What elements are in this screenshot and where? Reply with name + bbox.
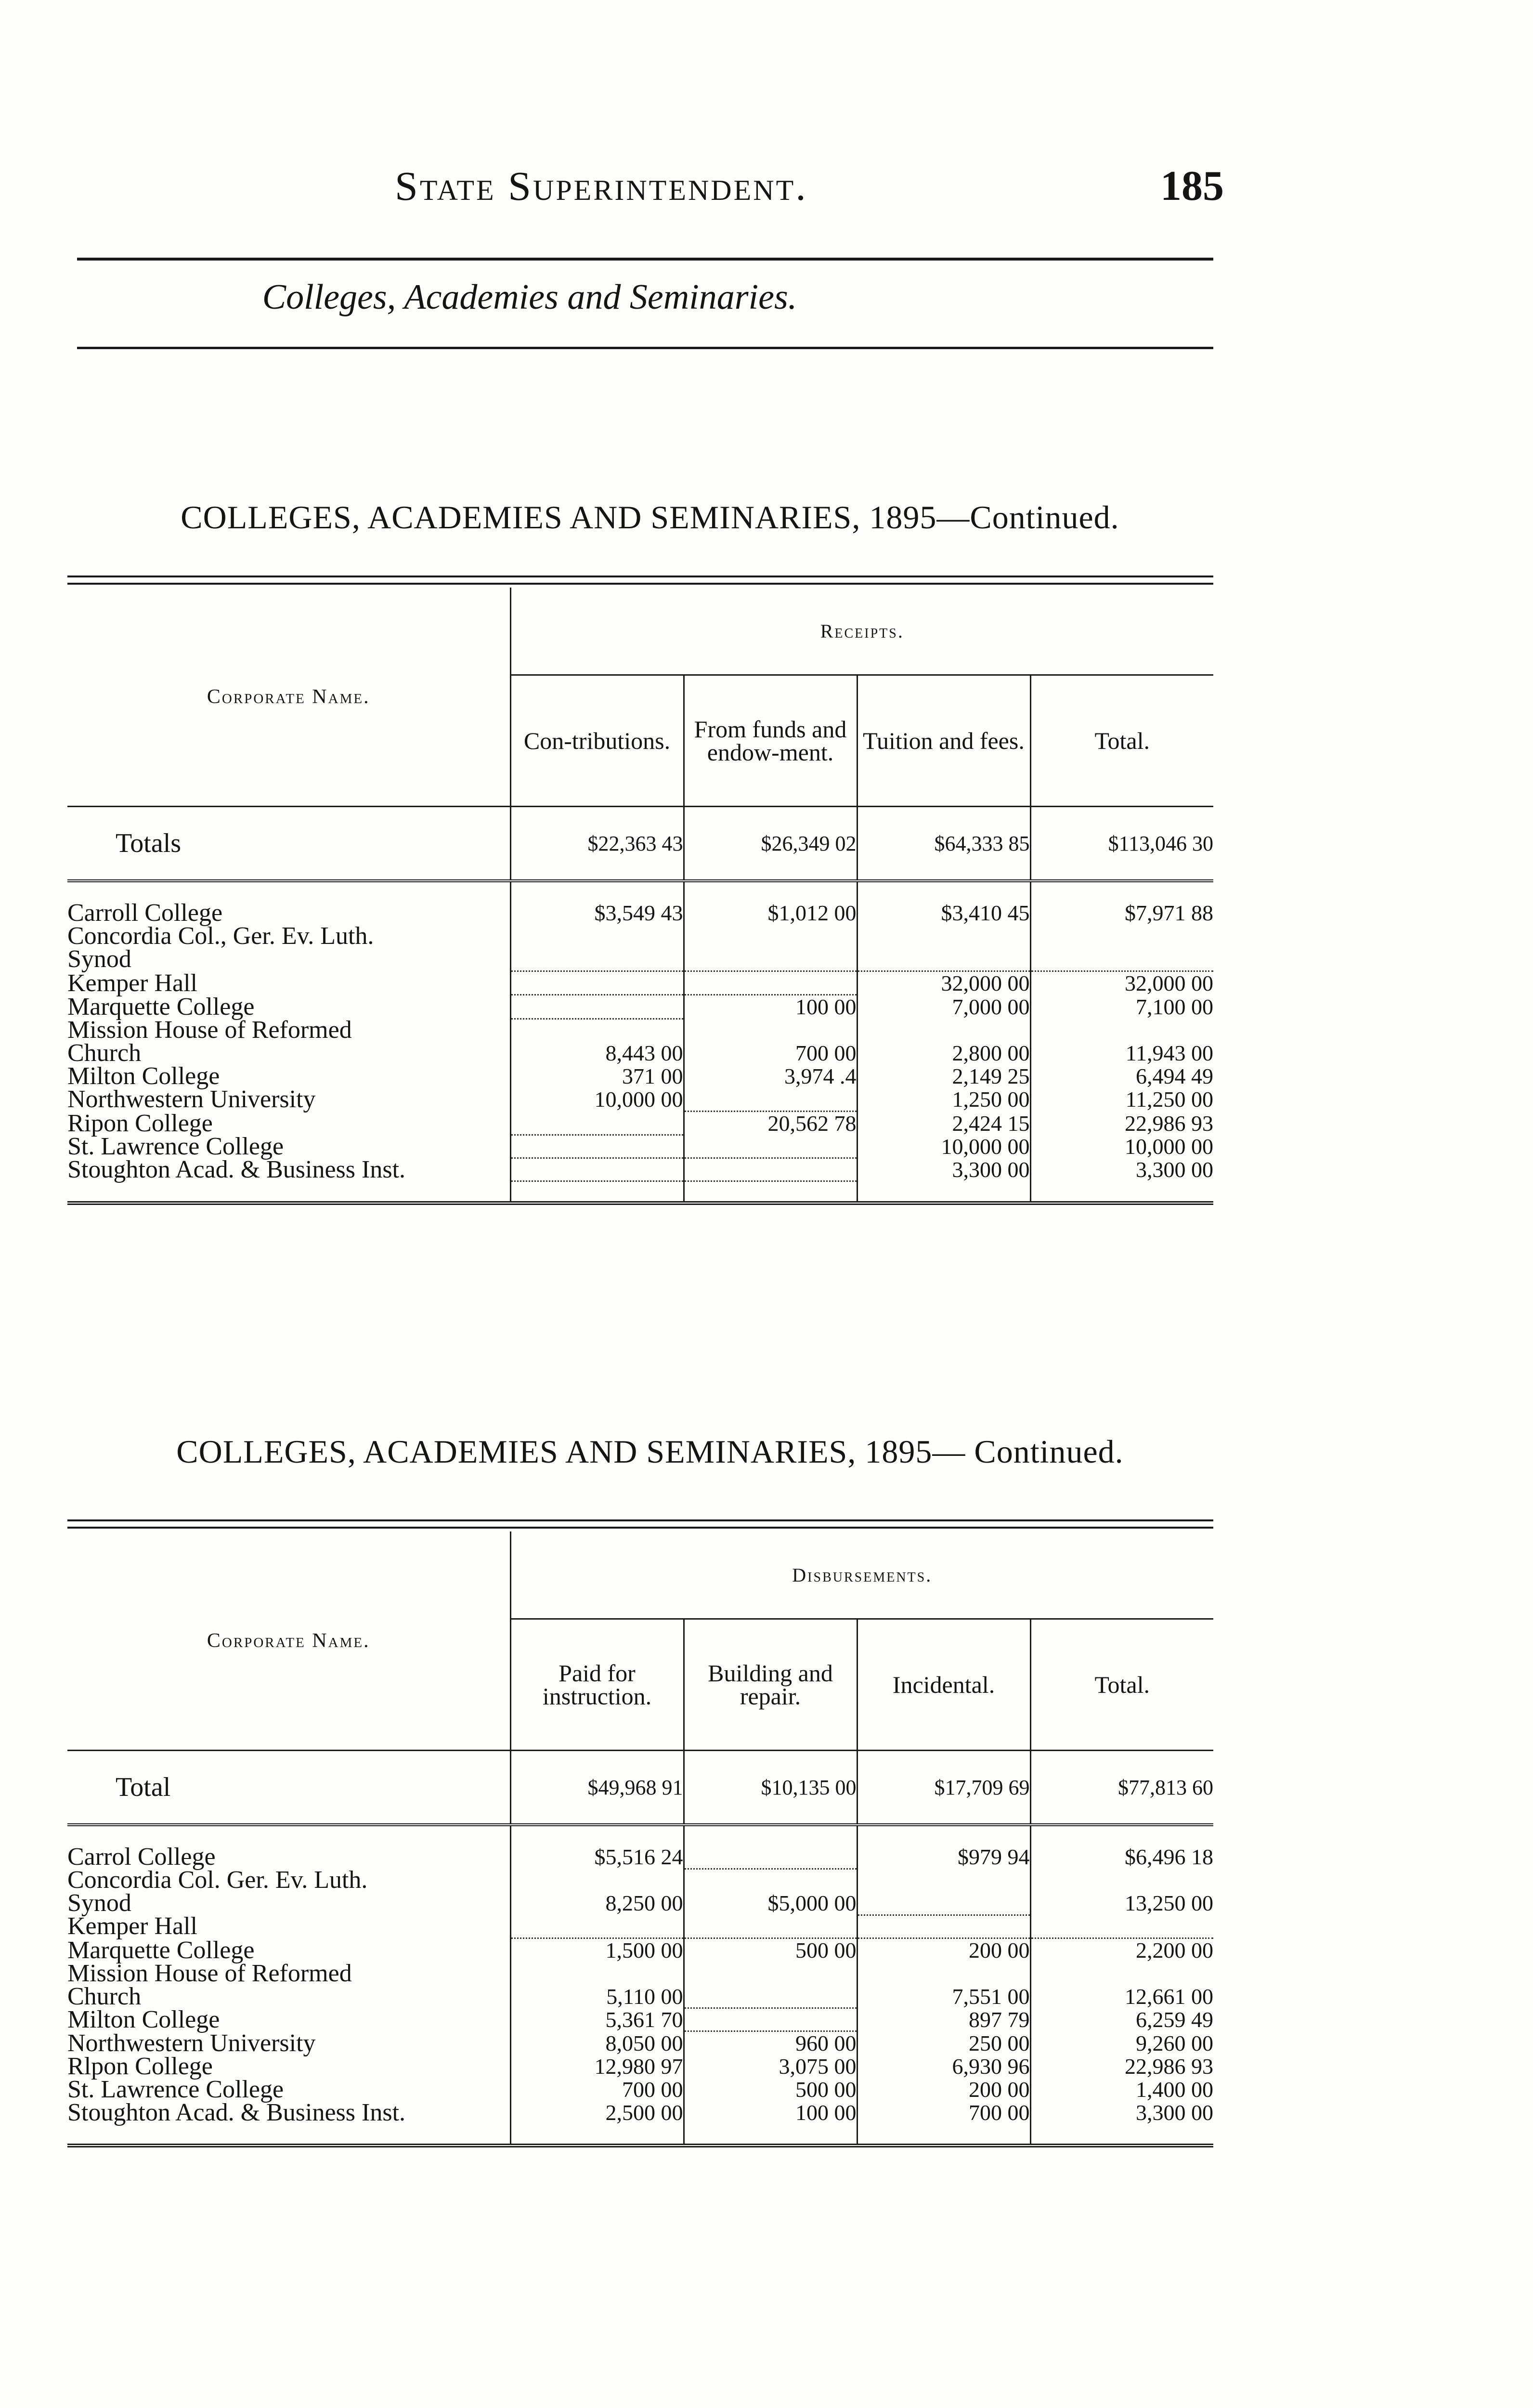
row-name: Marquette College <box>67 1936 255 1964</box>
cell: 700 00 <box>510 2078 684 2101</box>
running-header <box>0 162 1533 215</box>
cell: 10,000 00 <box>857 1135 1030 1158</box>
table-row <box>67 948 1213 971</box>
cell <box>684 948 857 971</box>
table-row <box>67 1019 1213 1042</box>
cell <box>857 1892 1030 1915</box>
cell: 6,259 49 <box>1030 2008 1213 2031</box>
col-funds-endowment: From funds and endow-ment. <box>684 675 857 807</box>
table-row <box>67 1135 1213 1158</box>
cell: 500 00 <box>684 1938 857 1962</box>
table-row <box>67 1111 1213 1135</box>
row-name: Mission House of Reformed <box>67 1016 352 1044</box>
table-row <box>67 1042 1213 1065</box>
totals-label: Total <box>67 1751 510 1825</box>
row-name: Northwestern University <box>67 1086 316 1113</box>
cell: 13,250 00 <box>1030 1892 1213 1915</box>
cell: 8,250 00 <box>510 1892 684 1915</box>
cell: 11,943 00 <box>1030 1042 1213 1065</box>
totals-value: $17,709 69 <box>857 1751 1030 1825</box>
totals-value: $49,968 91 <box>510 1751 684 1825</box>
cell: 5,110 00 <box>510 1985 684 2008</box>
row-name: Northwestern University <box>67 2029 316 2057</box>
cell: 22,986 93 <box>1030 2055 1213 2078</box>
totals-row <box>67 1751 1213 1825</box>
row-name: Rlpon College <box>67 2053 213 2080</box>
totals-label: Totals <box>67 807 510 881</box>
cell <box>510 1915 684 1938</box>
col-building-repair: Building and repair. <box>684 1619 857 1751</box>
cell <box>684 1985 857 2008</box>
cell <box>510 971 684 995</box>
totals-value: $77,813 60 <box>1030 1751 1213 1825</box>
table-row <box>67 1985 1213 2008</box>
cell: 12,980 97 <box>510 2055 684 2078</box>
cell <box>684 971 857 995</box>
subtitle-rule <box>77 347 1213 349</box>
row-name-continued: Church <box>67 1982 142 2010</box>
cell <box>510 995 684 1019</box>
cell <box>510 1111 684 1135</box>
cell: 32,000 00 <box>857 971 1030 995</box>
row-name: Stoughton Acad. & Business Inst. <box>67 2099 406 2126</box>
row-name: Stoughton Acad. & Business Inst. <box>67 1155 406 1183</box>
cell: 3,974 .4 <box>684 1065 857 1088</box>
row-name-continued: Synod <box>67 945 131 973</box>
cell <box>684 1845 857 1869</box>
cell <box>1030 1915 1213 1938</box>
cell: $7,971 88 <box>1030 902 1213 925</box>
cell: 12,661 00 <box>1030 1985 1213 2008</box>
table-row <box>67 1962 1213 1985</box>
cell: 371 00 <box>510 1065 684 1088</box>
cell: 1,400 00 <box>1030 2078 1213 2101</box>
cell <box>510 1135 684 1158</box>
table-row <box>67 1158 1213 1181</box>
cell: 200 00 <box>857 2078 1030 2101</box>
col-tuition-fees: Tuition and fees. <box>857 675 1030 807</box>
cell: 1,500 00 <box>510 1938 684 1962</box>
totals-value: $22,363 43 <box>510 807 684 881</box>
cell: 897 79 <box>857 2008 1030 2031</box>
cell: 8,050 00 <box>510 2031 684 2055</box>
cell: 960 00 <box>684 2031 857 2055</box>
table-row <box>67 1869 1213 1892</box>
cell: 32,000 00 <box>1030 971 1213 995</box>
cell <box>857 1915 1030 1938</box>
cell: 7,100 00 <box>1030 995 1213 1019</box>
cell: 250 00 <box>857 2031 1030 2055</box>
cell <box>684 1135 857 1158</box>
disbursements-group-header: Disbursements. <box>510 1531 1213 1619</box>
cell: 1,250 00 <box>857 1088 1030 1111</box>
row-name: Marquette College <box>67 993 255 1021</box>
cell <box>1030 948 1213 971</box>
col-incidental: Incidental. <box>857 1619 1030 1751</box>
cell: $5,000 00 <box>684 1892 857 1915</box>
cell: 3,300 00 <box>857 1158 1030 1181</box>
cell: $1,012 00 <box>684 902 857 925</box>
table-row <box>67 971 1213 995</box>
table-row <box>67 1938 1213 1962</box>
row-name-continued: Synod <box>67 1889 131 1917</box>
row-name: Milton College <box>67 2005 220 2033</box>
cell: $5,516 24 <box>510 1845 684 1869</box>
table-row <box>67 2055 1213 2078</box>
running-title: State Superintendent. <box>395 163 808 209</box>
table-row <box>67 995 1213 1019</box>
col-total: Total. <box>1030 1619 1213 1751</box>
col-contributions: Con-tributions. <box>510 675 684 807</box>
table-row <box>67 1915 1213 1938</box>
table-row <box>67 1088 1213 1111</box>
disbursements-top-rule <box>67 1519 1213 1521</box>
cell: 11,250 00 <box>1030 1088 1213 1111</box>
cell <box>510 948 684 971</box>
col-paid-instruction: Paid for instruction. <box>510 1619 684 1751</box>
cell: 7,551 00 <box>857 1985 1030 2008</box>
corporate-name-header: Corporate Name. <box>67 588 510 807</box>
table-row <box>67 2101 1213 2124</box>
row-name: Kemper Hall <box>67 969 198 997</box>
row-name: Carroll College <box>67 899 223 927</box>
cell: 3,300 00 <box>1030 1158 1213 1181</box>
row-name: Mission House of Reformed <box>67 1959 352 1987</box>
row-name: Kemper Hall <box>67 1912 198 1940</box>
cell: 10,000 00 <box>510 1088 684 1111</box>
row-name: Milton College <box>67 1062 220 1090</box>
page-number: 185 <box>1160 163 1224 209</box>
cell <box>684 2008 857 2031</box>
cell: 8,443 00 <box>510 1042 684 1065</box>
cell: 20,562 78 <box>684 1111 857 1135</box>
totals-value: $64,333 85 <box>857 807 1030 881</box>
cell: 100 00 <box>684 995 857 1019</box>
cell: 700 00 <box>857 2101 1030 2124</box>
cell: 3,075 00 <box>684 2055 857 2078</box>
cell <box>684 1915 857 1938</box>
receipts-table <box>67 588 1213 1205</box>
receipts-top-rule-2 <box>67 583 1213 585</box>
disbursements-table <box>67 1531 1213 2147</box>
row-name: Concordia Col., Ger. Ev. Luth. <box>67 922 374 950</box>
cell: 9,260 00 <box>1030 2031 1213 2055</box>
table-row <box>67 2078 1213 2101</box>
table-row <box>67 1065 1213 1088</box>
cell: 2,200 00 <box>1030 1938 1213 1962</box>
col-total: Total. <box>1030 675 1213 807</box>
cell: 500 00 <box>684 2078 857 2101</box>
cell: $6,496 18 <box>1030 1845 1213 1869</box>
receipts-group-header: Receipts. <box>510 588 1213 675</box>
row-name: Ripon College <box>67 1109 213 1137</box>
cell: $979 94 <box>857 1845 1030 1869</box>
table-row <box>67 902 1213 925</box>
cell: 3,300 00 <box>1030 2101 1213 2124</box>
totals-row <box>67 807 1213 881</box>
table-row <box>67 2031 1213 2055</box>
row-name: St. Lawrence College <box>67 1132 284 1160</box>
cell: 6,494 49 <box>1030 1065 1213 1088</box>
page-subtitle: Colleges, Academies and Seminaries. <box>262 277 797 317</box>
cell: 700 00 <box>684 1042 857 1065</box>
cell: 2,800 00 <box>857 1042 1030 1065</box>
table-row <box>67 1845 1213 1869</box>
table-row <box>67 925 1213 948</box>
receipts-top-rule <box>67 576 1213 577</box>
disbursements-top-rule-2 <box>67 1527 1213 1529</box>
cell: 7,000 00 <box>857 995 1030 1019</box>
cell: $3,410 45 <box>857 902 1030 925</box>
totals-value: $113,046 30 <box>1030 807 1213 881</box>
totals-value: $10,135 00 <box>684 1751 857 1825</box>
row-name: Concordia Col. Ger. Ev. Luth. <box>67 1866 368 1894</box>
cell <box>684 1158 857 1181</box>
row-name: St. Lawrence College <box>67 2076 284 2103</box>
cell <box>684 1088 857 1111</box>
table-row <box>67 1892 1213 1915</box>
cell <box>857 948 1030 971</box>
cell: 100 00 <box>684 2101 857 2124</box>
cell: 200 00 <box>857 1938 1030 1962</box>
cell: 2,424 15 <box>857 1111 1030 1135</box>
cell: 22,986 93 <box>1030 1111 1213 1135</box>
header-rule <box>77 258 1213 261</box>
cell: 2,149 25 <box>857 1065 1030 1088</box>
table-row <box>67 2008 1213 2031</box>
totals-value: $26,349 02 <box>684 807 857 881</box>
cell <box>510 1158 684 1181</box>
cell: 2,500 00 <box>510 2101 684 2124</box>
cell: 5,361 70 <box>510 2008 684 2031</box>
disbursements-table-title: COLLEGES, ACADEMIES AND SEMINARIES, 1895— Continued. <box>176 1433 1124 1470</box>
corporate-name-header: Corporate Name. <box>67 1531 510 1751</box>
row-name: Carrol College <box>67 1843 216 1871</box>
cell: $3,549 43 <box>510 902 684 925</box>
cell: 6,930 96 <box>857 2055 1030 2078</box>
receipts-table-title: COLLEGES, ACADEMIES AND SEMINARIES, 1895—Continued. <box>181 499 1119 536</box>
row-name-continued: Church <box>67 1039 142 1067</box>
cell: 10,000 00 <box>1030 1135 1213 1158</box>
